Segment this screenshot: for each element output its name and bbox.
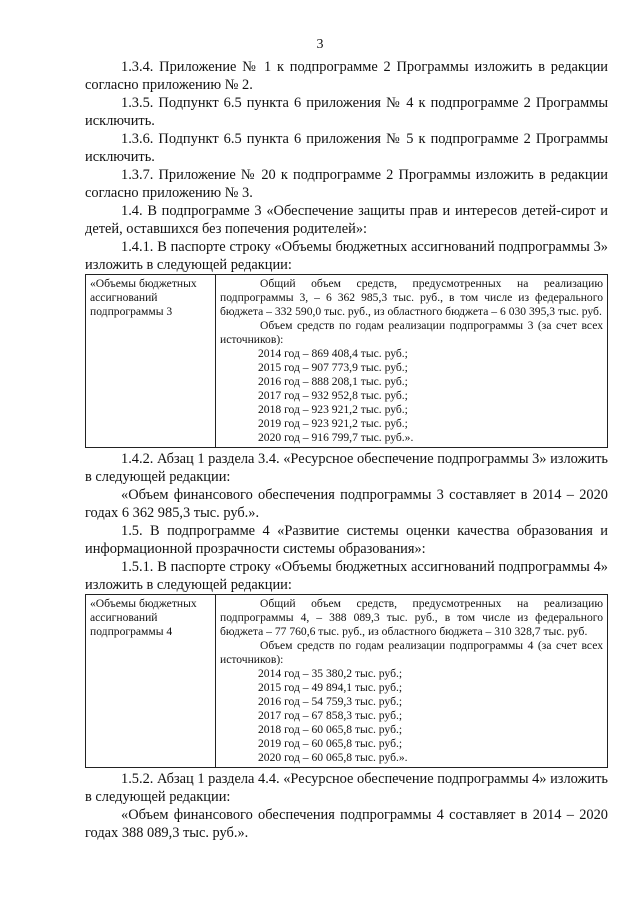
year-line: 2014 год – 35 380,2 тыс. руб.; (258, 667, 403, 680)
by-years-intro: Объем средств по годам реализации подпрограммы 4 (за счет всех источников): (220, 639, 603, 666)
paragraph-1-3-7: 1.3.7. Приложение № 20 к подпрограмме 2 Программы изложить в редакции согласно приложению № 3. (85, 167, 608, 201)
year-line: 2018 год – 60 065,8 тыс. руб.; (258, 723, 403, 736)
year-line: 2018 год – 923 921,2 тыс. руб.; (258, 403, 408, 416)
year-line: 2016 год – 54 759,3 тыс. руб.; (258, 695, 403, 708)
quote-subprogram-4: «Объем финансового обеспечения подпрограммы 4 составляет в 2014 – 2020 годах 388 089,3 тыс. руб.». (85, 807, 608, 841)
year-line: 2015 год – 907 773,9 тыс. руб.; (258, 361, 408, 374)
page-number: 3 (316, 37, 324, 52)
total-funding-text: Общий объем средств, предусмотренных на реализацию подпрограммы 3, – 6 362 985,3 тыс. руб., в том числе из федерального бюджета – 332 590,0 тыс. руб., из областного бюджета – 6 030 395,3 тыс. руб. (220, 277, 603, 318)
table-content-cell (216, 275, 608, 448)
budget-table-subprogram-3 (85, 274, 608, 448)
document-body (85, 58, 608, 842)
paragraph-1-3-6: 1.3.6. Подпункт 6.5 пункта 6 приложения № 5 к подпрограмме 2 Программы исключить. (85, 131, 608, 165)
year-line: 2015 год – 49 894,1 тыс. руб.; (258, 681, 403, 694)
year-line: 2019 год – 60 065,8 тыс. руб.; (258, 737, 403, 750)
paragraph-1-4-1: 1.4.1. В паспорте строку «Объемы бюджетных ассигнований подпрограммы 3» изложить в следующей редакции: (85, 239, 608, 273)
quote-subprogram-3: «Объем финансового обеспечения подпрограммы 3 составляет в 2014 – 2020 годах 6 362 985,3 тыс. руб.». (85, 487, 608, 521)
year-line: 2017 год – 932 952,8 тыс. руб.; (258, 389, 408, 402)
year-line: 2019 год – 923 921,2 тыс. руб.; (258, 417, 408, 430)
paragraph-1-3-4: 1.3.4. Приложение № 1 к подпрограмме 2 Программы изложить в редакции согласно приложению № 2. (85, 59, 608, 93)
table-content-cell (216, 595, 608, 768)
paragraph-1-4: 1.4. В подпрограмме 3 «Обеспечение защиты прав и интересов детей-сирот и детей, оставшихся без попечения родителей»: (85, 203, 608, 237)
budget-table-subprogram-4 (85, 594, 608, 768)
table-label-cell: «Объемы бюджетных ассигнований подпрограммы 3 (86, 275, 216, 448)
total-funding-text: Общий объем средств, предусмотренных на реализацию подпрограммы 4, – 388 089,3 тыс. руб., в том числе из федерального бюджета – 77 760,6 тыс. руб., из областного бюджета – 310 328,7 тыс. руб. (220, 597, 603, 638)
paragraph-1-5-1: 1.5.1. В паспорте строку «Объемы бюджетных ассигнований подпрограммы 4» изложить в следующей редакции: (85, 559, 608, 593)
paragraph-1-5: 1.5. В подпрограмме 4 «Развитие системы оценки качества образования и информационной прозрачности системы образования»: (85, 523, 608, 557)
year-line: 2020 год – 916 799,7 тыс. руб.». (258, 431, 414, 444)
paragraph-1-5-2: 1.5.2. Абзац 1 раздела 4.4. «Ресурсное обеспечение подпрограммы 4» изложить в следующей редакции: (85, 771, 608, 805)
table-row (86, 275, 608, 448)
year-line: 2017 год – 67 858,3 тыс. руб.; (258, 709, 403, 722)
paragraph-1-4-2: 1.4.2. Абзац 1 раздела 3.4. «Ресурсное обеспечение подпрограммы 3» изложить в следующей редакции: (85, 451, 608, 485)
year-line: 2020 год – 60 065,8 тыс. руб.». (258, 751, 408, 764)
paragraph-1-3-5: 1.3.5. Подпункт 6.5 пункта 6 приложения № 4 к подпрограмме 2 Программы исключить. (85, 95, 608, 129)
by-years-intro: Объем средств по годам реализации подпрограммы 3 (за счет всех источников): (220, 319, 603, 346)
table-label-cell: «Объемы бюджетных ассигнований подпрограммы 4 (86, 595, 216, 768)
year-line: 2016 год – 888 208,1 тыс. руб.; (258, 375, 408, 388)
year-line: 2014 год – 869 408,4 тыс. руб.; (258, 347, 408, 360)
table-row (86, 595, 608, 768)
